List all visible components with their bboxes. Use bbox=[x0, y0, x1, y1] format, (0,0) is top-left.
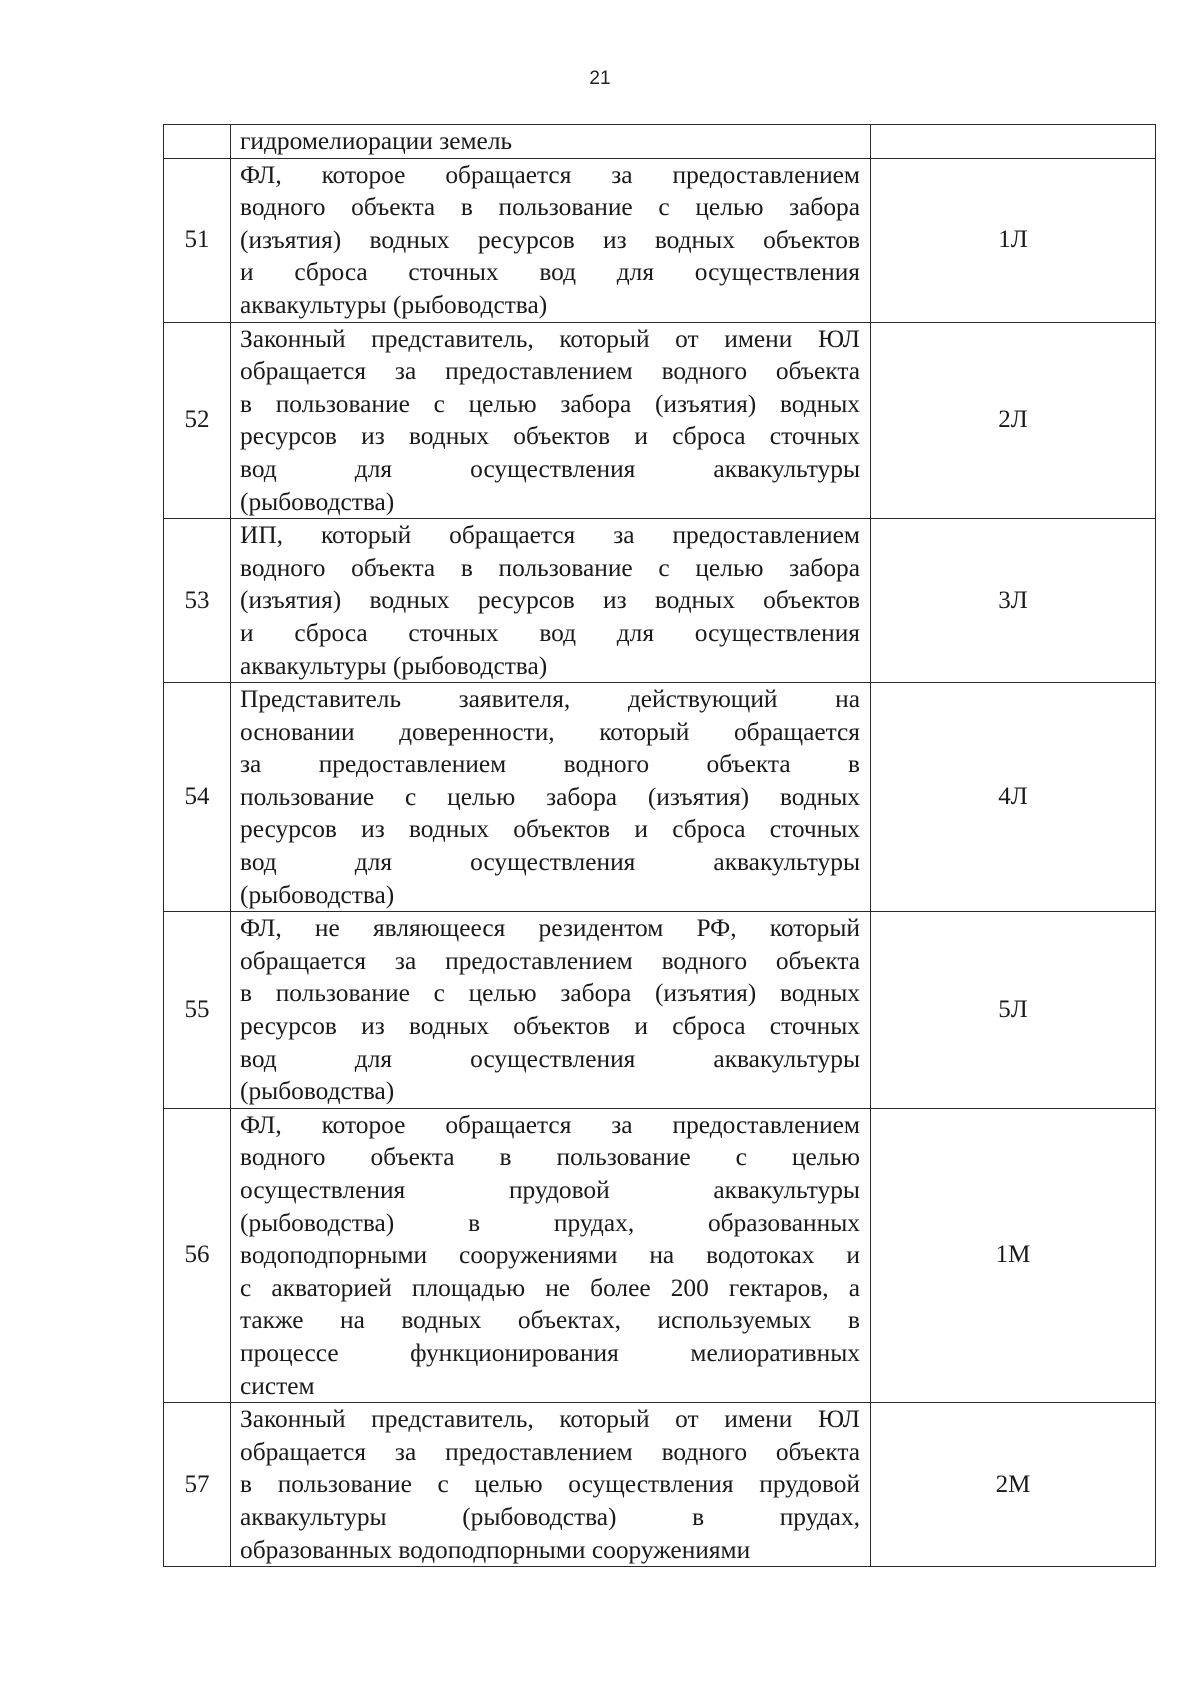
description-line: ресурсов из водных объектов и сброса сточных bbox=[240, 815, 860, 844]
description-line: в пользование с целью забора (изъятия) водных bbox=[240, 389, 860, 418]
row-number: 52 bbox=[164, 322, 231, 519]
description-line: в пользование с целью осуществления прудовой bbox=[240, 1470, 860, 1499]
row-code: 4Л bbox=[871, 683, 1156, 912]
row-code: 3Л bbox=[871, 519, 1156, 683]
description-line: за предоставлением водного объекта в bbox=[240, 750, 860, 779]
description-line: и сброса сточных вод для осуществления bbox=[240, 618, 860, 647]
table-row bbox=[164, 519, 1156, 683]
description-line: (рыбоводства) в прудах, образованных bbox=[240, 1208, 860, 1237]
description-line: аквакультуры (рыбоводства) bbox=[240, 290, 548, 319]
description-line: систем bbox=[240, 1371, 315, 1400]
description-line: водного объекта в пользование с целью забора bbox=[240, 193, 860, 222]
description-line: ресурсов из водных объектов и сброса сточных bbox=[240, 422, 860, 451]
row-description bbox=[231, 683, 871, 912]
description-line: аквакультуры (рыбоводства) bbox=[240, 651, 548, 680]
table-row bbox=[164, 912, 1156, 1109]
row-number bbox=[164, 125, 231, 159]
row-number: 54 bbox=[164, 683, 231, 912]
page-number: 21 bbox=[589, 68, 611, 89]
description-line: также на водных объектах, используемых в bbox=[240, 1306, 860, 1335]
description-line: водоподпорными сооружениями на водотоках и bbox=[240, 1241, 860, 1270]
description-line: ИП, который обращается за предоставлением bbox=[240, 521, 860, 550]
row-description bbox=[231, 519, 871, 683]
row-code bbox=[871, 125, 1156, 159]
row-code: 1Л bbox=[871, 158, 1156, 322]
description-line: Представитель заявителя, действующий на bbox=[240, 685, 860, 714]
description-line: Законный представитель, который от имени ЮЛ bbox=[240, 1405, 860, 1434]
description-line: осуществления прудовой аквакультуры bbox=[240, 1176, 860, 1204]
row-description bbox=[231, 322, 871, 519]
row-description bbox=[231, 1403, 871, 1567]
row-number: 53 bbox=[164, 519, 231, 683]
description-line: Законный представитель, который от имени ЮЛ bbox=[240, 324, 860, 353]
description-line: (рыбоводства) bbox=[240, 487, 395, 516]
row-number: 56 bbox=[164, 1108, 231, 1402]
description-line: вод для осуществления аквакультуры bbox=[240, 454, 860, 483]
description-line: (рыбоводства) bbox=[240, 1077, 395, 1106]
row-code: 5Л bbox=[871, 912, 1156, 1109]
row-description bbox=[231, 158, 871, 322]
description-line: вод для осуществления аквакультуры bbox=[240, 1044, 860, 1073]
table-body bbox=[164, 125, 1156, 1567]
description-line: обращается за предоставлением водного объекта bbox=[240, 946, 860, 975]
description-line: ФЛ, которое обращается за предоставлением bbox=[240, 160, 860, 189]
description-line: вод для осуществления аквакультуры bbox=[240, 848, 860, 877]
row-number: 51 bbox=[164, 158, 231, 322]
row-code: 1М bbox=[871, 1108, 1156, 1402]
description-line: пользование с целью забора (изъятия) водных bbox=[240, 782, 860, 811]
row-number: 57 bbox=[164, 1403, 231, 1567]
description-line: водного объекта в пользование с целью bbox=[240, 1143, 860, 1172]
table-row bbox=[164, 683, 1156, 912]
row-code: 2Л bbox=[871, 322, 1156, 519]
description-line: образованных водоподпорными сооружениями bbox=[240, 1535, 751, 1564]
row-description bbox=[231, 1108, 871, 1402]
description-line: с акваторией площадью не более 200 гектаров, а bbox=[240, 1273, 860, 1302]
description-line: (изъятия) водных ресурсов из водных объектов bbox=[240, 225, 860, 254]
description-line: ФЛ, не являющееся резидентом РФ, который bbox=[240, 914, 860, 943]
description-line: процессе функционирования мелиоративных bbox=[240, 1338, 860, 1367]
description-line: гидромелиорации земель bbox=[240, 127, 513, 155]
description-line: основании доверенности, который обращается bbox=[240, 717, 860, 746]
description-line: (рыбоводства) bbox=[240, 880, 395, 909]
description-line: и сброса сточных вод для осуществления bbox=[240, 258, 860, 287]
description-line: аквакультуры (рыбоводства) в прудах, bbox=[240, 1502, 860, 1531]
description-line: водного объекта в пользование с целью забора bbox=[240, 553, 860, 582]
row-description bbox=[231, 912, 871, 1109]
row-code: 2М bbox=[871, 1403, 1156, 1567]
row-number: 55 bbox=[164, 912, 231, 1109]
table-row bbox=[164, 1403, 1156, 1567]
document-table bbox=[163, 124, 1156, 1567]
table-row bbox=[164, 158, 1156, 322]
description-line: (изъятия) водных ресурсов из водных объектов bbox=[240, 586, 860, 615]
description-line: обращается за предоставлением водного объекта bbox=[240, 357, 860, 386]
table-row bbox=[164, 1108, 1156, 1402]
table-row bbox=[164, 322, 1156, 519]
description-line: обращается за предоставлением водного объекта bbox=[240, 1437, 860, 1466]
description-line: ФЛ, которое обращается за предоставлением bbox=[240, 1110, 860, 1139]
description-line: ресурсов из водных объектов и сброса сточных bbox=[240, 1012, 860, 1041]
description-line: в пользование с целью забора (изъятия) водных bbox=[240, 979, 860, 1008]
row-description bbox=[231, 125, 871, 159]
table-row bbox=[164, 125, 1156, 159]
